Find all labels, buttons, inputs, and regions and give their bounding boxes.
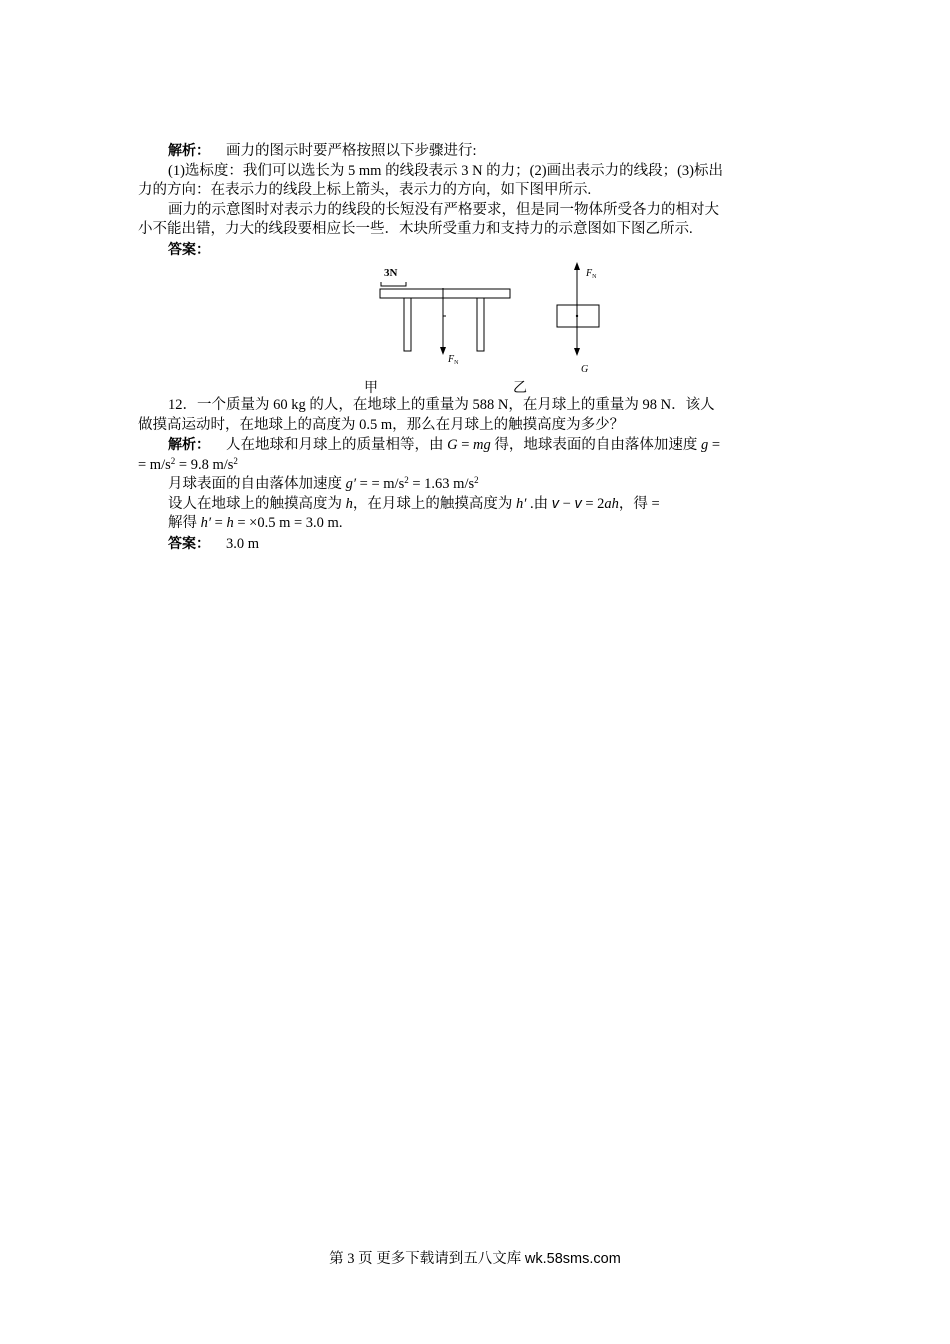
table-top bbox=[380, 289, 510, 298]
analysis-label: 解析： bbox=[168, 142, 210, 158]
footer-text: 第 3 页 更多下载请到五八文库 bbox=[329, 1251, 525, 1267]
caption-jia: 甲 bbox=[364, 381, 378, 396]
analysis-diagram-line-2: 小不能出错，力大的线段要相应长一些．木块所受重力和支持力的示意图如下图乙所示. bbox=[138, 221, 693, 237]
arrow-up-icon bbox=[574, 262, 580, 270]
page-content bbox=[138, 141, 816, 554]
force-diagram-figure bbox=[168, 260, 816, 396]
answer-label: 答案： bbox=[168, 534, 210, 551]
analysis-step-line-2: 力的方向：在表示力的线段上标上箭头，表示力的方向，如下图甲所示. bbox=[138, 182, 592, 198]
fn-label-jia: $F_N$ bbox=[448, 354, 459, 366]
g-label: G bbox=[581, 364, 589, 375]
footer-site: wk.58sms.com bbox=[524, 1251, 621, 1267]
answer-value: 3.0 m bbox=[226, 535, 260, 552]
fn-label-yi: $F_N$ bbox=[586, 268, 597, 280]
center-point bbox=[576, 315, 578, 317]
analysis-step-line-1: (1)选标度：我们可以选长为 5 mm 的线段表示 3 N 的力；(2)画出表示力的线段；(3)标出 bbox=[168, 162, 723, 179]
page-footer bbox=[0, 1247, 950, 1268]
scale-bracket bbox=[381, 282, 406, 286]
arrow-down-icon bbox=[440, 347, 446, 355]
analysis-label: 解析： bbox=[168, 436, 210, 452]
table-leg-left bbox=[404, 298, 411, 351]
arrow-down-icon bbox=[574, 348, 580, 356]
diagram-yi bbox=[513, 262, 599, 396]
answer-1 bbox=[168, 240, 816, 261]
diagram-jia bbox=[364, 267, 510, 396]
scale-label: 3N bbox=[384, 267, 398, 279]
question-12-line-2: 做摸高运动时，在地球上的高度为 0.5 m，那么在月球上的触摸高度为多少？ bbox=[138, 416, 625, 433]
analysis-2-line-2: = $m/s^2 = 9.8$ $m/s^2$ bbox=[138, 455, 238, 473]
analysis-2-line-4: 设人在地球上的触摸高度为 h，在月球上的触摸高度为 h′ .由 v − v = 2ah，得 = bbox=[168, 495, 660, 512]
answer-label: 答案： bbox=[168, 240, 210, 257]
question-12-line-1: 12．一个质量为 60 kg 的人，在地球上的重量为 588 N，在月球上的重量为 98 N．该人 bbox=[168, 397, 715, 413]
analysis-2-line-1: 解析： 人在地球和月球上的质量相等，由 G = mg 得，地球表面的自由落体加速度 g = bbox=[168, 436, 721, 453]
analysis-2-line-5: 解得 h′ = h = ×0.5 m = 3.0 m. bbox=[168, 515, 343, 531]
table-leg-right bbox=[477, 298, 484, 351]
analysis-1-header bbox=[168, 141, 816, 162]
analysis-intro: 画力的图示时要严格按照以下步骤进行: bbox=[226, 143, 477, 159]
caption-yi: 乙 bbox=[513, 381, 527, 396]
analysis-2-line-3: 月球表面的自由落体加速度 g′ = = $m/s^2 = 1.63$ $m/s^2$ bbox=[168, 475, 479, 492]
force-diagram bbox=[168, 260, 816, 396]
answer-2 bbox=[168, 534, 816, 555]
analysis-diagram-line-1: 画力的示意图时对表示力的线段的长短没有严格要求，但是同一物体所受各力的相对大 bbox=[168, 201, 719, 218]
